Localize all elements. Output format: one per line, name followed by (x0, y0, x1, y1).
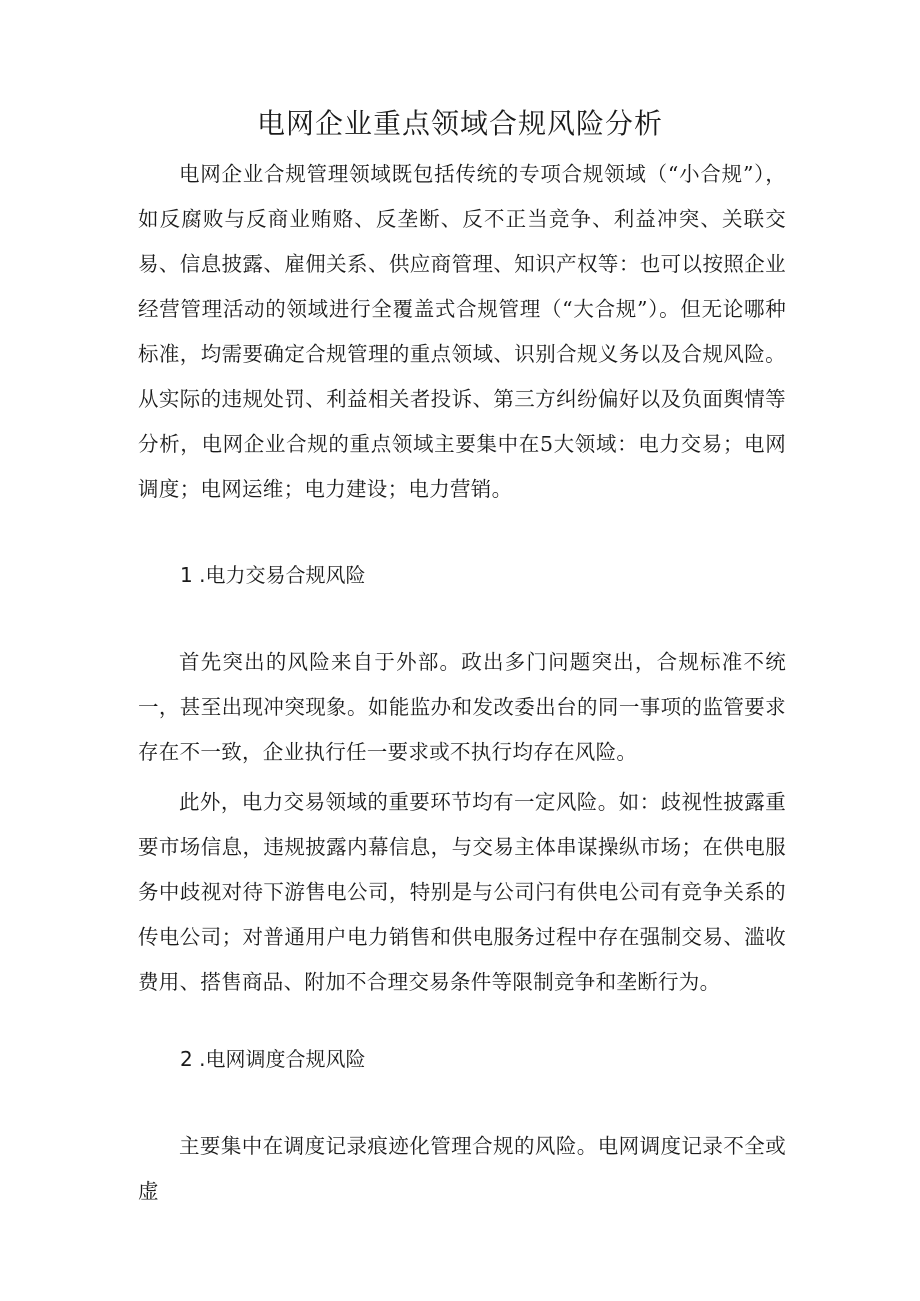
section-heading-power-trading: 1 .电力交易合规风险 (180, 563, 366, 587)
section-heading-grid-dispatch: 2 .电网调度合规风险 (180, 1047, 366, 1071)
document-title: 电网企业重点领域合规风险分析 (256, 107, 663, 140)
intro-paragraph: 电网企业合规管理领域既包括传统的专项合规领域（“小合规”），如反腐败与反商业贿赂、反垄断、反不正当竞争、利益冲突、关联交易、信息披露、雇佣关系、供应商管理、知识产权等：也可以按照企业经营管理活动的领域进行全覆盖式合规管理（“大合规”）。但无论哪种标准，均需要确定合规管理的重点领域、识别合规义务以及合规风险。从实际的违规处罚、利益相关者投诉、第三方纠纷偏好以及负面舆情等分析，电网企业合规的重点领域主要集中在5大领域：电力交易；电网调度；电网运维；电力建设；电力营销。 (138, 162, 786, 501)
section-2-paragraph-1: 主要集中在调度记录痕迹化管理合规的风险。电网调度记录不全或虚 (138, 1134, 786, 1203)
section-1-paragraph-2: 此外，电力交易领域的重要环节均有一定风险。如：歧视性披露重要市场信息，违规披露内幕信息，与交易主体串谋操纵市场；在供电服务中歧视对待下游售电公司，特别是与公司闩有供电公司有竞争关系的传电公司；对普通用户电力销售和供电服务过程中存在强制交易、滥收费用、搭售商品、附加不合理交易条件等限制竞争和垄断行为。 (138, 790, 786, 994)
section-1-paragraph-1: 首先突出的风险来自于外部。政出多门问题突出，合规标准不统一，甚至出现冲突现象。如能监办和发改委出台的同一事项的监管要求存在不一致，企业执行任一要求或不执行均存在风险。 (138, 650, 786, 764)
